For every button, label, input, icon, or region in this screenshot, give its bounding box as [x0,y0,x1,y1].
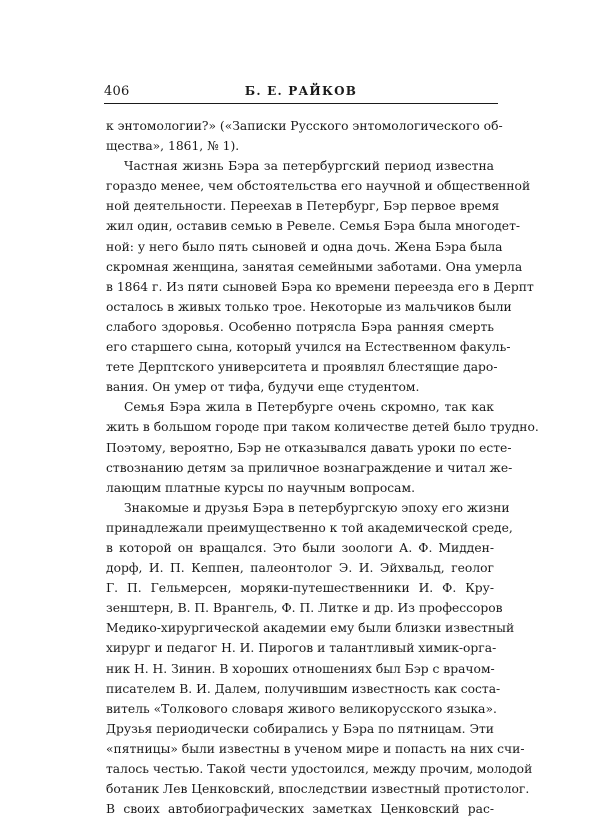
text-line: Г. П. Гельмерсен, моряки-путешественники И. Ф. Кру- [106,581,494,596]
header-rule [104,103,498,104]
text-line: в которой он вращался. Это были зоологи А. Ф. Мидден- [106,540,494,555]
text-line: скромная женщина, занятая семейными заботами. Она умерла [106,259,523,274]
text-line: щества», 1861, № 1). [106,139,240,154]
body-text [106,116,539,819]
text-line: осталось в живых только трое. Некоторые из мальчиков были [106,299,512,314]
text-line: жил один, оставив семью в Ревеле. Семья Бэра была многодет- [106,219,521,234]
text-line: вания. Он умер от тифа, будучи еще студентом. [106,380,420,395]
text-line: жить в большом городе при таком количестве детей было трудно. [106,420,539,435]
running-head: Б. Е. РАЙКОВ [244,84,358,98]
text-line: принадлежали преимущественно к той академической среде, [106,520,513,535]
text-line: в 1864 г. Из пяти сыновей Бэра ко времени переезда его в Дерпт [106,279,534,294]
text-line: ствознанию детям за приличное вознаграждение и читал же- [106,460,513,475]
text-line: В своих автобиографических заметках Ценковский рас- [106,802,494,817]
text-line: его старшего сына, который учился на Естественном факуль- [106,340,511,355]
text-line: ник Н. Н. Зинин. В хороших отношениях был Бэр с врачом- [106,661,495,676]
text-line: Медико-хирургической академии ему были близки известный [106,621,515,636]
text-line: талось честью. Такой чести удостоился, между прочим, молодой [106,762,533,776]
text-line: Поэтому, вероятно, Бэр не отказывался давать уроки по есте- [106,440,512,455]
text-line: гораздо менее, чем обстоятельства его научной и общественной [106,179,531,194]
text-line: писателем В. И. Далем, получившим известность как соста- [106,681,501,696]
text-line: ной: у него было пять сыновей и одна дочь. Жена Бэра была [106,239,503,254]
text-line: слабого здоровья. Особенно потрясла Бэра ранняя смерть [106,319,494,334]
text-line: дорф, И. П. Кеппен, палеонтолог Э. И. Эйхвальд, геолог [106,561,494,576]
text-line: витель «Толкового словаря живого великорусского языка». [106,701,497,716]
paragraph-first-line: Семья Бэра жила в Петербурге очень скромно, так как [124,400,494,415]
text-line: хирург и педагог Н. И. Пирогов и талантливый химик-орга- [106,641,497,656]
text-line: ботаник Лев Ценковский, впоследствии известный протистолог. [106,782,530,797]
text-line: «пятницы» были известны в ученом мире и попасть на них счи- [106,741,525,756]
text-line: Друзья периодически собирались у Бэра по пятницам. Эти [106,721,494,736]
text-line: зенштерн, В. П. Врангель, Ф. П. Литке и др. Из профессоров [106,601,503,616]
page-header [104,84,498,100]
text-line: ной деятельности. Переехав в Петербург, Бэр первое время [106,199,500,214]
paragraph-first-line: Частная жизнь Бэра за петербургский период известна [124,159,494,174]
page-number: 406 [104,84,130,99]
paragraph-first-line: Знакомые и друзья Бэра в петербургскую эпоху его жизни [124,500,510,515]
text-line: тете Дерптского университета и проявлял блестящие даро- [106,360,498,375]
text-line: лающим платные курсы по научным вопросам. [106,480,415,495]
text-line: к энтомологии?» («Записки Русского энтомологического об- [106,119,503,133]
